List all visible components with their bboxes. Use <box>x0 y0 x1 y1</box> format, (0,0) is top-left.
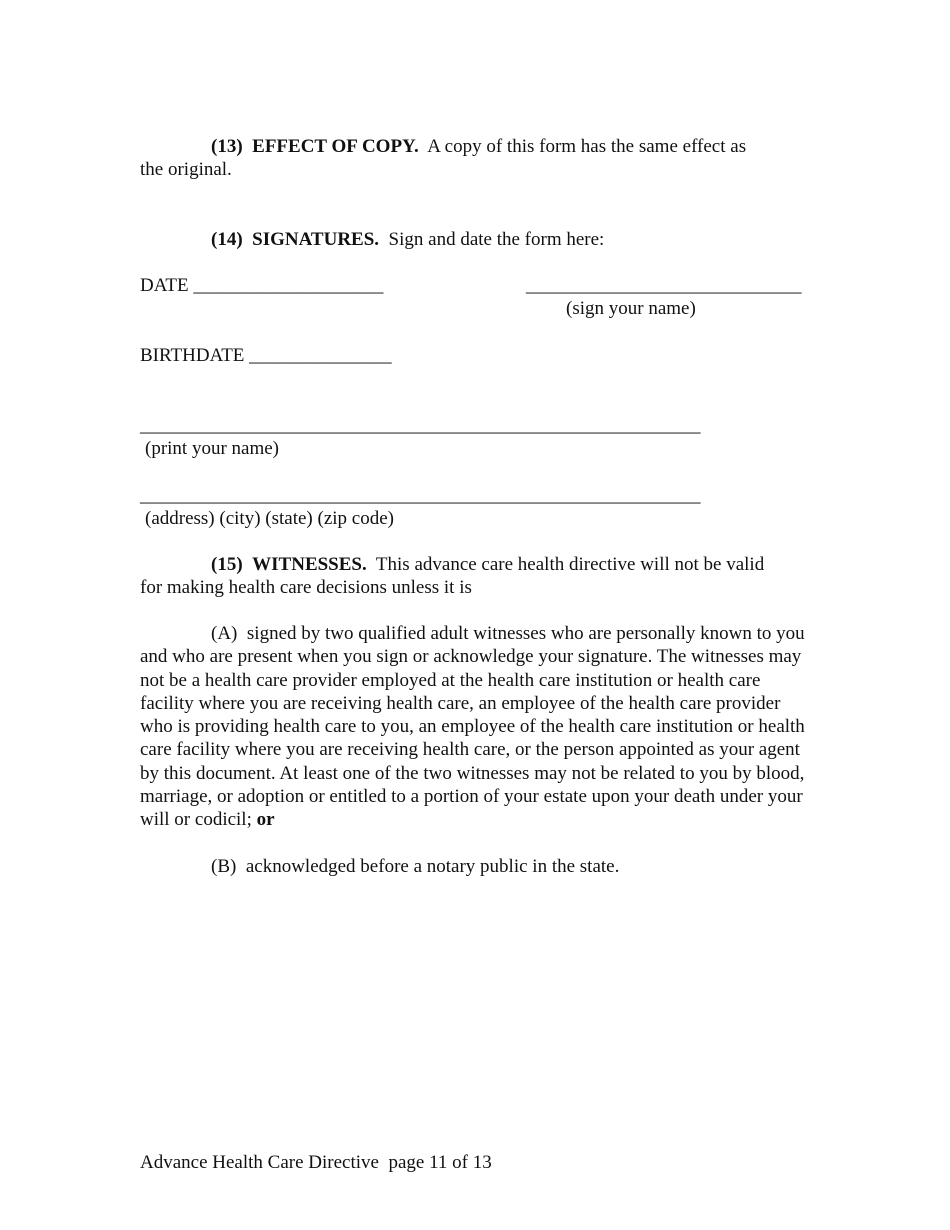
section-15-heading-line <box>211 553 764 576</box>
section-13-heading-line <box>211 135 746 158</box>
section-15-number: (15) <box>211 554 243 575</box>
date-label: DATE <box>140 275 189 296</box>
section-13-title: EFFECT OF COPY. <box>252 136 419 157</box>
witness-item-a <box>140 622 812 832</box>
section-15-intro: This advance care health directive will not be valid <box>375 554 765 575</box>
section-13-text: A copy of this form has the same effect as <box>427 136 747 157</box>
section-13-number: (13) <box>211 136 243 157</box>
section-14-title: SIGNATURES. <box>252 229 380 250</box>
birthdate-field[interactable] <box>140 344 392 367</box>
signature-blank[interactable]: _____________________________ <box>526 275 802 296</box>
birthdate-blank[interactable]: _______________ <box>249 345 392 366</box>
signature-caption: (sign your name) <box>566 298 696 319</box>
item-a-label: (A) <box>211 623 238 644</box>
print-name-blank[interactable]: ___________________________________________________________ <box>140 415 701 436</box>
section-13-text-continued: the original. <box>140 159 232 180</box>
section-15-intro-continued: for making health care decisions unless it is <box>140 577 472 598</box>
item-b-text: acknowledged before a notary public in the state. <box>245 856 620 877</box>
page-footer: Advance Health Care Directive page 11 of 13 <box>140 1152 492 1173</box>
item-a-text: signed by two qualified adult witnesses who are personally known to you and who are present when you sign or acknowledge your signature. The witnesses may not be a health care provider employed at the health care institution or health care facility where you are receiving health care, an employee of the health care provider who is providing health care to you, an employee of the health care institution or health care facility where you are receiving health care, or the person appointed as your agent by this document. At least one of the two witnesses may not be related to you by blood, marriage, or adoption or entitled to a portion of your estate upon your death under your will or codicil; <box>140 623 805 831</box>
section-15-title: WITNESSES. <box>252 554 367 575</box>
item-a-or: or <box>256 809 275 831</box>
witness-item-b <box>211 855 619 878</box>
address-blank[interactable]: ___________________________________________________________ <box>140 485 701 506</box>
birthdate-label: BIRTHDATE <box>140 345 245 366</box>
print-name-caption: (print your name) <box>145 438 280 459</box>
section-14-heading-line <box>211 228 604 251</box>
address-caption: (address) (city) (state) (zip code) <box>145 508 394 529</box>
date-field[interactable] <box>140 274 383 297</box>
section-14-number: (14) <box>211 229 243 250</box>
item-b-label: (B) <box>211 856 237 877</box>
section-14-text: Sign and date the form here: <box>388 229 605 250</box>
date-blank[interactable]: ____________________ <box>193 275 384 296</box>
